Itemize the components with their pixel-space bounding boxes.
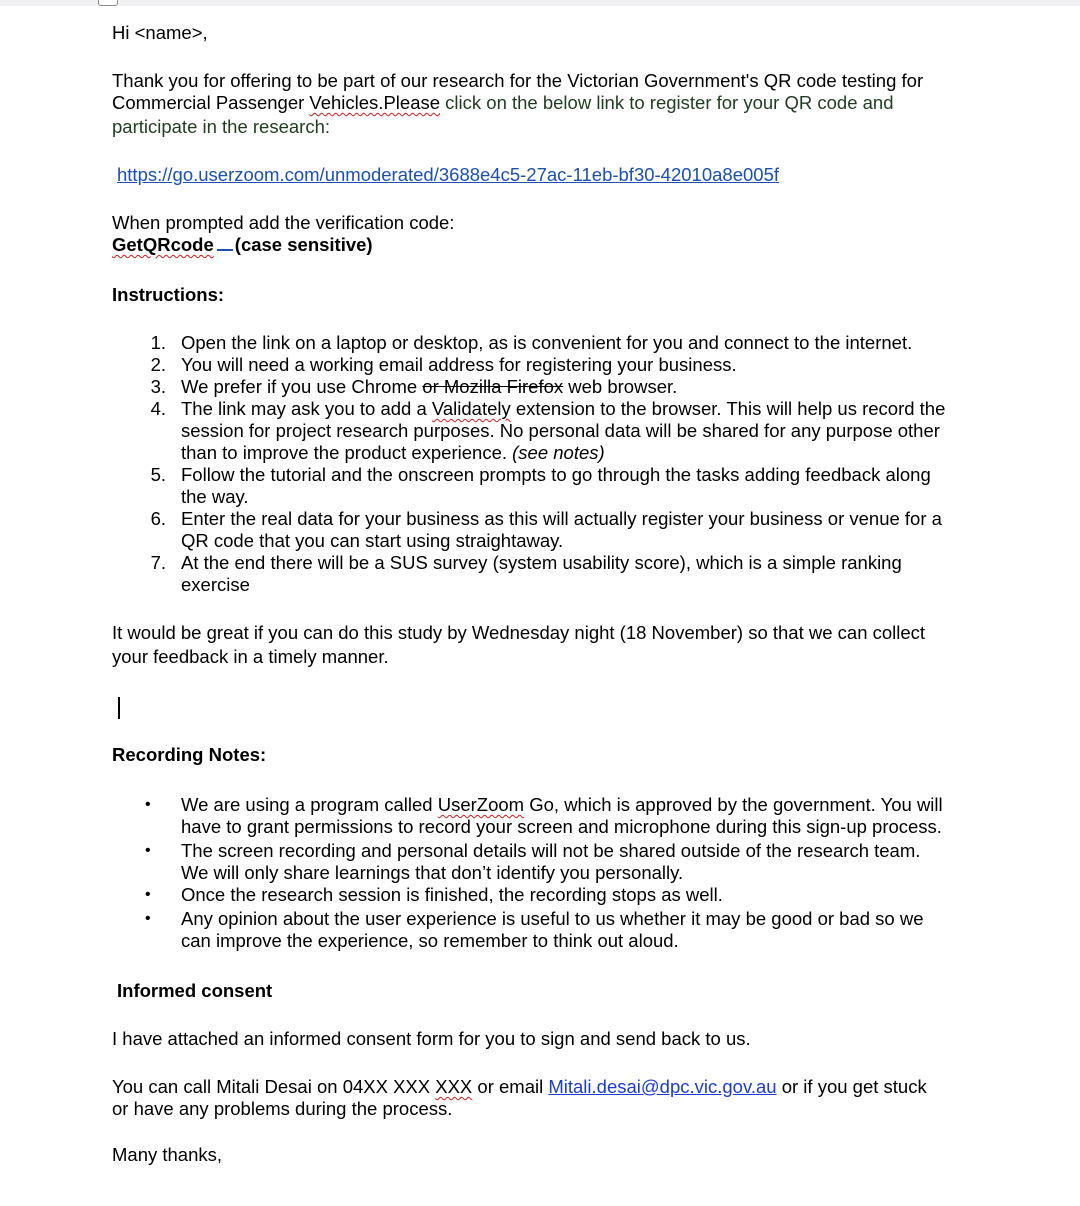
- instruction-number: 4.: [150, 398, 166, 419]
- instruction-number: 5.: [150, 464, 166, 485]
- note-3-line-1: Once the research session is finished, the recording stops as well.: [181, 884, 723, 905]
- note-2-line-1: The screen recording and personal details will not be shared outside of the research team.: [181, 840, 921, 861]
- verification-code-line: [112, 234, 373, 256]
- informed-consent-text: I have attached an informed consent form for you to sign and send back to us.: [112, 1028, 751, 1049]
- deadline-line-2: your feedback in a timely manner.: [112, 646, 389, 667]
- see-notes: (see notes): [512, 442, 605, 463]
- contact-c: or if you get stuck: [776, 1076, 927, 1097]
- note-4-line-1: Any opinion about the user experience is useful to us whether it may be good or bad so we: [181, 908, 924, 929]
- instruction-4-line-3: [181, 442, 605, 464]
- note-2-line-2: We will only share learnings that don’t identify you personally.: [181, 862, 684, 883]
- instruction-4-c: than to improve the product experience.: [181, 442, 513, 463]
- research-link-line: [117, 164, 779, 186]
- intro-text-a: Commercial Passenger: [112, 92, 310, 113]
- verification-prompt: When prompted add the verification code:: [112, 212, 455, 233]
- case-sensitive-note: (case sensitive): [234, 234, 373, 255]
- research-link[interactable]: https://go.userzoom.com/unmoderated/3688e4c5-27ac-11eb-bf30-42010a8e005f: [117, 164, 779, 185]
- intro-text-c: click on the below link to register for your QR code and: [440, 92, 894, 113]
- contact-a: You can call Mitali Desai on 04XX XXX: [112, 1076, 436, 1097]
- verification-code: GetQRcode: [112, 234, 214, 255]
- note-4-line-2: can improve the experience, so remember to think out aloud.: [181, 930, 679, 951]
- bullet-dot: •: [145, 910, 151, 927]
- instruction-number: 7.: [150, 552, 166, 573]
- instruction-number: 3.: [150, 376, 166, 397]
- instruction-number: 1.: [150, 332, 166, 353]
- spellcheck-word-vehicles: Vehicles.Please: [309, 92, 441, 113]
- contact-line-2: or have any problems during the process.: [112, 1098, 453, 1119]
- instruction-6-line-2: QR code that you can start using straightaway.: [181, 530, 564, 551]
- recording-notes-heading: Recording Notes:: [112, 744, 267, 765]
- instruction-7-line-2: exercise: [181, 574, 250, 595]
- struck-text-firefox: or Mozilla Firefox: [422, 376, 564, 397]
- informed-consent-heading: Informed consent: [117, 980, 273, 1001]
- signoff: Many thanks,: [112, 1144, 223, 1165]
- instruction-1-text: Open the link on a laptop or desktop, as is convenient for you and connect to the internet.: [181, 332, 913, 353]
- intro-line-3: participate in the research:: [112, 116, 331, 137]
- instruction-4-line-2: session for project research purposes. No personal data will be shared for any purpose other: [181, 420, 940, 441]
- code-underline-gap: [217, 248, 233, 251]
- spellcheck-word-userzoom: UserZoom: [437, 794, 525, 815]
- note-1-line-2: have to grant permissions to record your screen and microphone during this sign-up process.: [181, 816, 942, 837]
- note-1-line-1: [181, 794, 943, 816]
- deadline-line-1: It would be great if you can do this study by Wednesday night (18 November) so that we can collect: [112, 622, 926, 643]
- instruction-3-text: [181, 376, 677, 398]
- instruction-3-b: web browser.: [563, 376, 678, 397]
- instruction-5-line-1: Follow the tutorial and the onscreen prompts to go through the tasks adding feedback along: [181, 464, 931, 485]
- instruction-2-text: You will need a working email address for registering your business.: [181, 354, 737, 375]
- bullet-dot: •: [145, 886, 151, 903]
- note-1-b: Go, which is approved by the government. You will: [524, 794, 943, 815]
- email-link[interactable]: Mitali.desai@dpc.vic.gov.au: [548, 1076, 777, 1097]
- contact-line-1: [112, 1076, 927, 1098]
- bullet-dot: •: [145, 842, 151, 859]
- instruction-number: 6.: [150, 508, 166, 529]
- intro-line-2: [112, 92, 894, 114]
- instruction-4-a: The link may ask you to add a: [181, 398, 432, 419]
- intro-line-1: Thank you for offering to be part of our research for the Victorian Government's QR code testing for: [112, 70, 924, 91]
- text-cursor: [118, 697, 120, 719]
- bullet-dot: •: [145, 796, 151, 813]
- instruction-4-b: extension to the browser. This will help us record the: [510, 398, 946, 419]
- spellcheck-word-validately: Validately: [431, 398, 511, 419]
- instructions-heading: Instructions:: [112, 284, 225, 305]
- note-1-a: We are using a program called: [181, 794, 438, 815]
- greeting: Hi <name>,: [112, 22, 208, 43]
- instruction-number: 2.: [150, 354, 166, 375]
- instruction-7-line-1: At the end there will be a SUS survey (system usability score), which is a simple ranking: [181, 552, 902, 573]
- instruction-3-a: We prefer if you use Chrome: [181, 376, 423, 397]
- instruction-4-line-1: [181, 398, 945, 420]
- contact-b: or email: [472, 1076, 549, 1097]
- spellcheck-word-xxx: XXX: [435, 1076, 473, 1097]
- instruction-5-line-2: the way.: [181, 486, 249, 507]
- instruction-6-line-1: Enter the real data for your business as this will actually register your business or venue for a: [181, 508, 942, 529]
